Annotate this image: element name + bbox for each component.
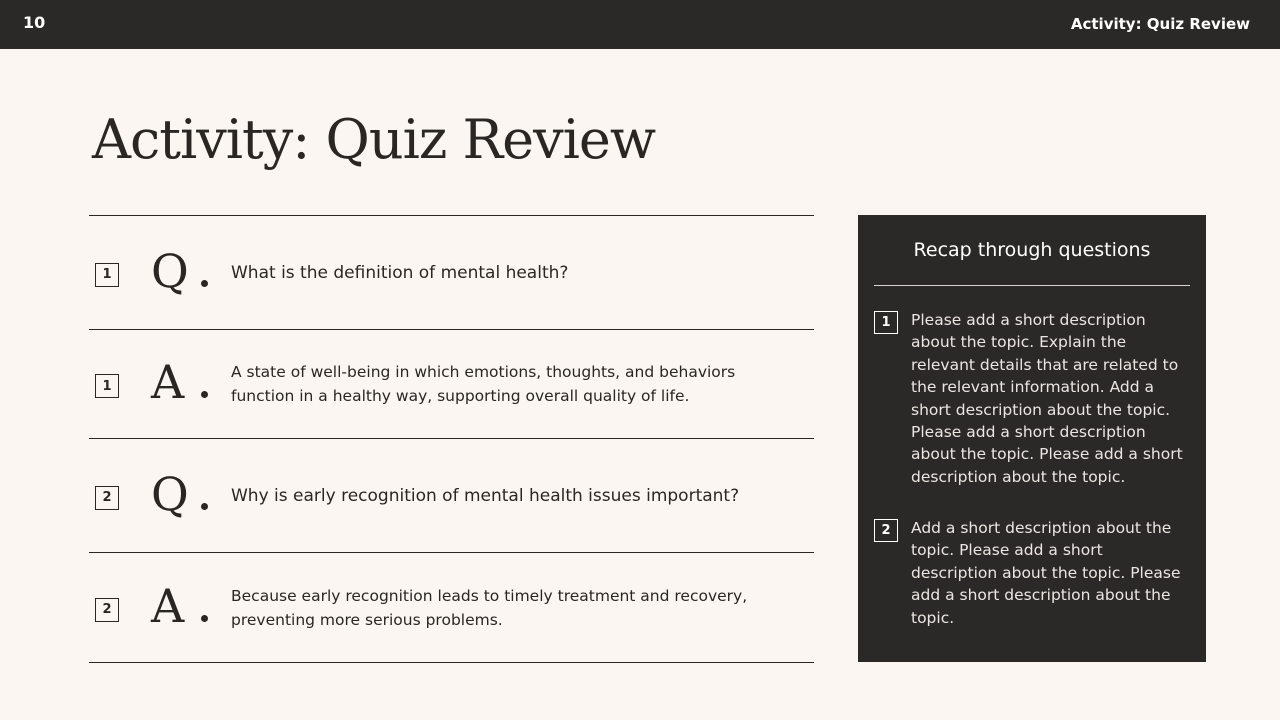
item-number-badge: 2 bbox=[95, 486, 119, 510]
page-title: Activity: Quiz Review bbox=[92, 108, 656, 171]
qa-row-answer-1 bbox=[89, 330, 814, 439]
letter-dot bbox=[201, 280, 208, 287]
recap-panel bbox=[858, 215, 1206, 662]
recap-description: Please add a short description about the topic. Explain the relevant details that are related to the relevant information. Add a short description about the topic. Please add a short description about the topic. Please add a short description about the topic. bbox=[911, 311, 1183, 486]
item-number-badge: 2 bbox=[95, 598, 119, 622]
item-number-badge: 1 bbox=[95, 263, 119, 287]
question-text: What is the definition of mental health? bbox=[231, 262, 569, 283]
answer-text: Because early recognition leads to timely treatment and recovery, preventing more serious problems. bbox=[231, 586, 748, 629]
recap-title: Recap through questions bbox=[913, 239, 1151, 261]
recap-number-badge: 1 bbox=[874, 311, 898, 334]
answer-text: A state of well-being in which emotions, thoughts, and behaviors function in a healthy way, supporting overall quality of life. bbox=[231, 363, 736, 405]
item-number-badge: 1 bbox=[95, 374, 119, 398]
qa-row-question-2 bbox=[89, 439, 814, 553]
letter-dot bbox=[201, 391, 208, 398]
qa-row-answer-2 bbox=[89, 553, 814, 663]
qa-row-question-1 bbox=[89, 216, 814, 330]
question-letter: Q bbox=[151, 466, 189, 521]
answer-letter: A bbox=[151, 355, 185, 410]
letter-dot bbox=[201, 615, 208, 622]
qa-list bbox=[89, 215, 814, 663]
letter-dot bbox=[201, 503, 208, 510]
recap-description: Add a short description about the topic. Please add a short description about the topic. Please add a short description about the topic. bbox=[911, 519, 1181, 627]
recap-divider bbox=[874, 285, 1190, 286]
question-text: Why is early recognition of mental health issues important? bbox=[231, 485, 740, 506]
recap-number-badge: 2 bbox=[874, 519, 898, 542]
answer-letter: A bbox=[151, 578, 185, 633]
page-number: 10 bbox=[23, 13, 46, 32]
question-letter: Q bbox=[151, 243, 189, 298]
top-bar bbox=[0, 0, 1280, 49]
header-title: Activity: Quiz Review bbox=[1070, 15, 1250, 33]
